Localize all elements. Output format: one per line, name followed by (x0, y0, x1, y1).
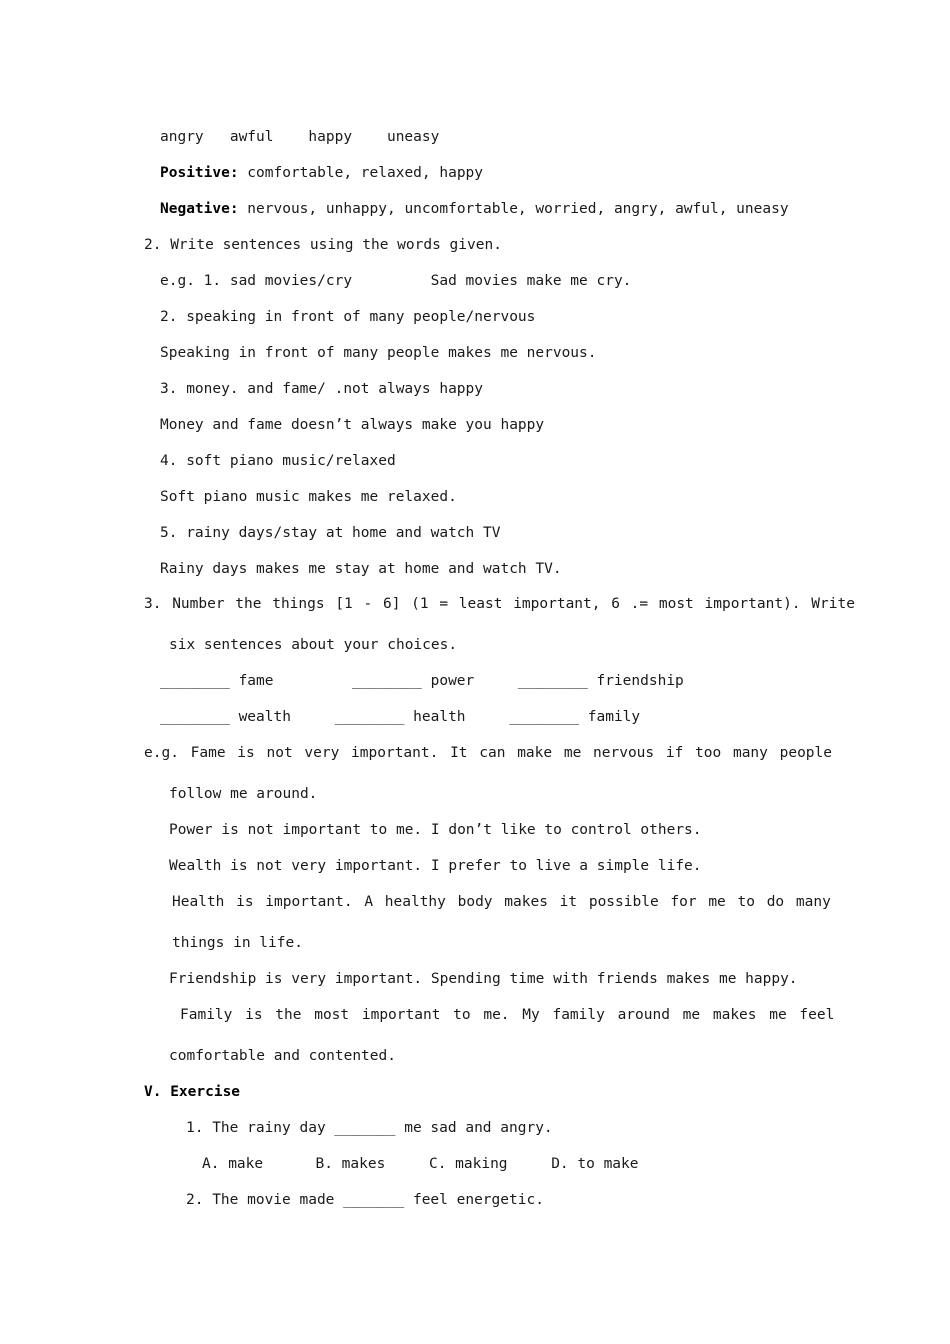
task3-heading-line2: six sentences about your choices. (169, 637, 458, 653)
ranking-row: ________ fame ________ power ________ friendship (160, 673, 684, 689)
task3-example-line1: e.g. Fame is not very important. It can make me nervous if too many people (144, 745, 833, 761)
task2-answer: Rainy days makes me stay at home and watch TV. (160, 561, 562, 577)
negative-line (160, 200, 789, 218)
health-sentence-line2: things in life. (172, 935, 303, 951)
task2-answer: Soft piano music makes me relaxed. (160, 489, 457, 505)
word-list: angry awful happy uneasy (160, 129, 440, 145)
task2-prompt: 5. rainy days/stay at home and watch TV (160, 525, 501, 541)
task2-answer: Speaking in front of many people makes me nervous. (160, 345, 597, 361)
health-sentence-line1: Health is important. A healthy body makes it possible for me to do many (172, 894, 831, 910)
choice-sentence: Power is not important to me. I don’t like to control others. (169, 822, 702, 838)
task2-prompt: 3. money. and fame/ .not always happy (160, 381, 484, 397)
family-sentence-line2: comfortable and contented. (169, 1048, 396, 1064)
task3-example-line2: follow me around. (169, 786, 318, 802)
task2-heading: 2. Write sentences using the words given. (144, 237, 502, 253)
exercise-question: 1. The rainy day _______ me sad and angry. (186, 1120, 553, 1136)
task3-heading-line1: 3. Number the things [1 - 6] (1 = least important, 6 .= most important). Write (144, 596, 855, 612)
task2-example: e.g. 1. sad movies/cry Sad movies make me cry. (160, 273, 632, 289)
exercise-options: A. make B. makes C. making D. to make (202, 1156, 639, 1172)
task2-prompt: 2. speaking in front of many people/nervous (160, 309, 536, 325)
negative-words: nervous, unhappy, uncomfortable, worried, angry, awful, uneasy (238, 201, 789, 217)
task2-answer: Money and fame doesn’t always make you happy (160, 417, 545, 433)
positive-line (160, 164, 483, 182)
friendship-sentence: Friendship is very important. Spending time with friends makes me happy. (169, 971, 798, 987)
positive-label: Positive: (160, 165, 239, 181)
exercise-heading: V. Exercise (144, 1084, 241, 1100)
negative-label: Negative: (160, 201, 239, 217)
task2-prompt: 4. soft piano music/relaxed (160, 453, 396, 469)
family-sentence-line1: Family is the most important to me. My family around me makes me feel (180, 1007, 835, 1023)
positive-words: comfortable, relaxed, happy (238, 165, 484, 181)
ranking-row: ________ wealth ________ health ________ family (160, 709, 641, 725)
choice-sentence: Wealth is not very important. I prefer to live a simple life. (169, 858, 702, 874)
exercise-question: 2. The movie made _______ feel energetic. (186, 1192, 544, 1208)
